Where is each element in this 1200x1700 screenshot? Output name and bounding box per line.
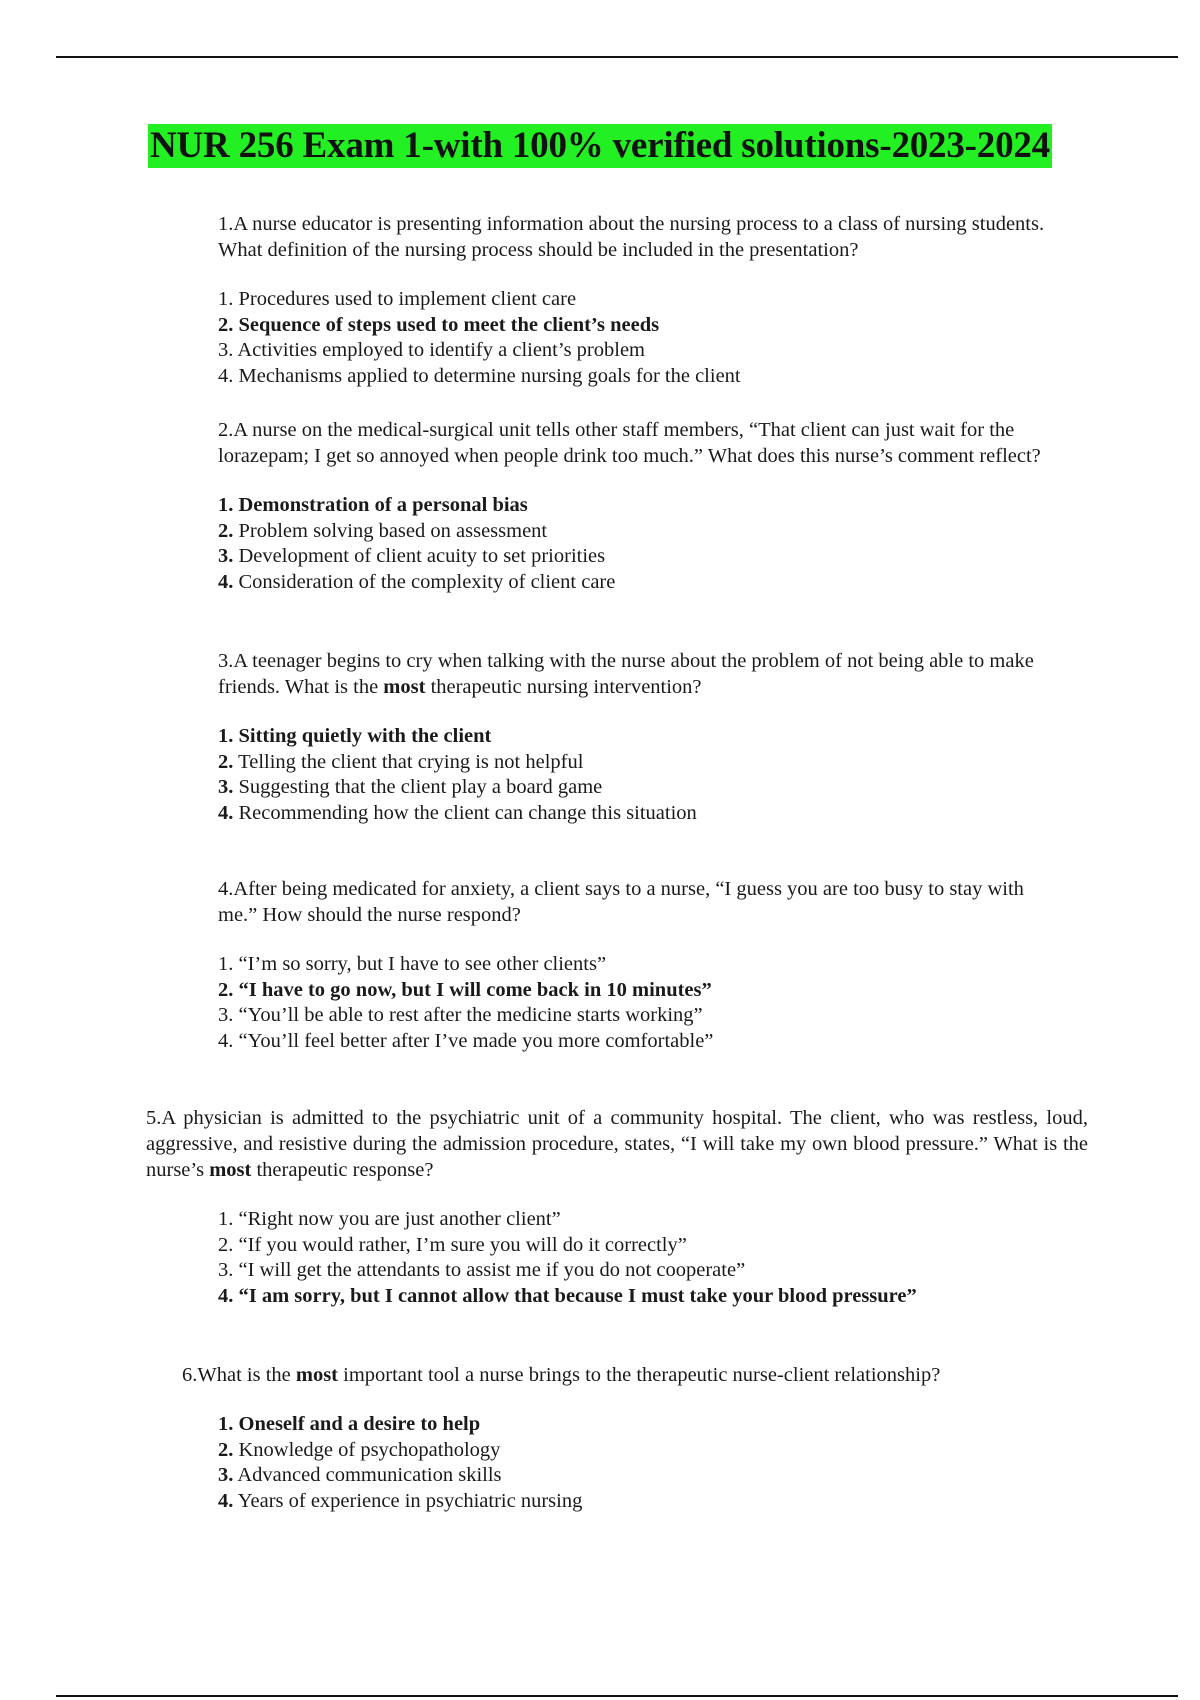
option-list <box>218 493 1084 595</box>
option-number: 2. <box>218 519 234 542</box>
question-stem: 2.A nurse on the medical-surgical unit tells other staff members, “That client can just wait for the lorazepam; I get so annoyed when people drink too much.” What does this nurse’s comment reflect? <box>218 419 1041 467</box>
option-text: Consideration of the complexity of client care <box>233 570 616 593</box>
option-list <box>218 1207 1088 1309</box>
question-2 <box>218 417 1084 595</box>
stem-text: 5.A physician is admitted to the psychiatric unit of a community hospital. The client, who was restless, loud, aggressive, and resistive during the admission procedure, states, “I will take my own blood pressure.” What is the nurse’s <box>146 1107 1088 1181</box>
option: 3. “I will get the attendants to assist me if you do not cooperate” <box>218 1259 746 1281</box>
option-text: Sitting quietly with the client <box>233 725 492 747</box>
option <box>218 1463 1082 1489</box>
option-number: 3. <box>218 545 234 567</box>
stem-text: important tool a nurse brings to the therapeutic nurse-client relationship? <box>338 1364 941 1386</box>
stem-emphasis: most <box>209 1159 252 1181</box>
option-text: Suggesting that the client play a board game <box>233 776 603 798</box>
option: 1. Procedures used to implement client care <box>218 288 577 310</box>
option-text: Knowledge of psychopathology <box>233 1438 501 1461</box>
bottom-rule <box>56 1695 1178 1697</box>
question-1 <box>218 211 1078 389</box>
question-stem <box>218 648 1078 700</box>
option-correct: 4. “I am sorry, but I cannot allow that because I must take your blood pressure” <box>218 1284 917 1307</box>
stem-text: 6.What is the <box>182 1364 296 1386</box>
option-number: 4. <box>218 1489 234 1512</box>
option-text: Oneself and a desire to help <box>233 1413 481 1435</box>
stem-text: 3.A teenager begins to cry when talking with the nurse about the problem of not being able to make friends. What is the <box>218 650 1034 698</box>
option-text: Recommending how the client can change this situation <box>233 801 697 824</box>
option-correct <box>218 493 1084 519</box>
question-stem <box>146 1105 1088 1183</box>
option-number: 2. <box>218 1438 234 1461</box>
stem-emphasis: most <box>383 676 426 698</box>
option-text: Telling the client that crying is not helpful <box>233 750 584 773</box>
option <box>218 570 1084 596</box>
option-number: 1. <box>218 725 234 747</box>
question-6 <box>182 1362 1082 1514</box>
option-text: Development of client acuity to set priorities <box>233 545 606 567</box>
page-title: NUR 256 Exam 1-with 100% verified solutions-2023-2024 <box>150 125 1050 166</box>
option <box>218 801 1078 827</box>
question-stem: 4.After being medicated for anxiety, a client says to a nurse, “I guess you are too busy to stay with me.” How should the nurse respond? <box>218 878 1024 926</box>
option-text: Years of experience in psychiatric nursing <box>233 1489 583 1512</box>
option <box>218 1438 1082 1464</box>
option: 1. “I’m so sorry, but I have to see other clients” <box>218 953 607 975</box>
option: 2. “If you would rather, I’m sure you will do it correctly” <box>218 1233 687 1256</box>
option-number: 1. <box>218 1413 234 1435</box>
option-correct <box>218 1412 1082 1438</box>
stem-emphasis: most <box>295 1364 339 1386</box>
question-4 <box>218 876 1068 1054</box>
question-3 <box>218 648 1078 826</box>
option-list <box>218 1412 1082 1514</box>
option: 4. “You’ll feel better after I’ve made you more comfortable” <box>218 1029 714 1052</box>
option <box>218 750 1078 776</box>
option <box>218 519 1084 545</box>
option-number: 2. <box>218 750 234 773</box>
option-number: 1. <box>218 494 234 516</box>
option-list <box>218 952 1068 1054</box>
option: 1. “Right now you are just another client” <box>218 1208 561 1230</box>
option <box>218 1489 1082 1515</box>
option: 3. Activities employed to identify a client’s problem <box>218 339 645 361</box>
stem-text: therapeutic response? <box>251 1159 434 1181</box>
option-number: 3. <box>218 1464 234 1486</box>
option-number: 3. <box>218 776 234 798</box>
option: 4. Mechanisms applied to determine nursing goals for the client <box>218 364 741 387</box>
title-container <box>0 124 1200 168</box>
option-correct <box>218 724 1078 750</box>
option-correct: 2. Sequence of steps used to meet the client’s needs <box>218 313 660 336</box>
option-text: Problem solving based on assessment <box>233 519 548 542</box>
question-stem: 1.A nurse educator is presenting information about the nursing process to a class of nursing students. What definition of the nursing process should be included in the presentation? <box>218 213 1045 261</box>
stem-text: therapeutic nursing intervention? <box>425 676 702 698</box>
question-stem <box>182 1362 1082 1388</box>
option-text: Demonstration of a personal bias <box>233 494 528 516</box>
option-list <box>218 287 1078 389</box>
option-correct: 2. “I have to go now, but I will come back in 10 minutes” <box>218 978 712 1001</box>
question-5 <box>146 1105 1088 1309</box>
option-number: 4. <box>218 801 234 824</box>
option: 3. “You’ll be able to rest after the medicine starts working” <box>218 1004 703 1026</box>
option <box>218 544 1084 570</box>
option-text: Advanced communication skills <box>233 1464 502 1486</box>
option <box>218 775 1078 801</box>
option-list <box>218 724 1078 826</box>
top-rule <box>56 56 1178 58</box>
option-number: 4. <box>218 570 234 593</box>
